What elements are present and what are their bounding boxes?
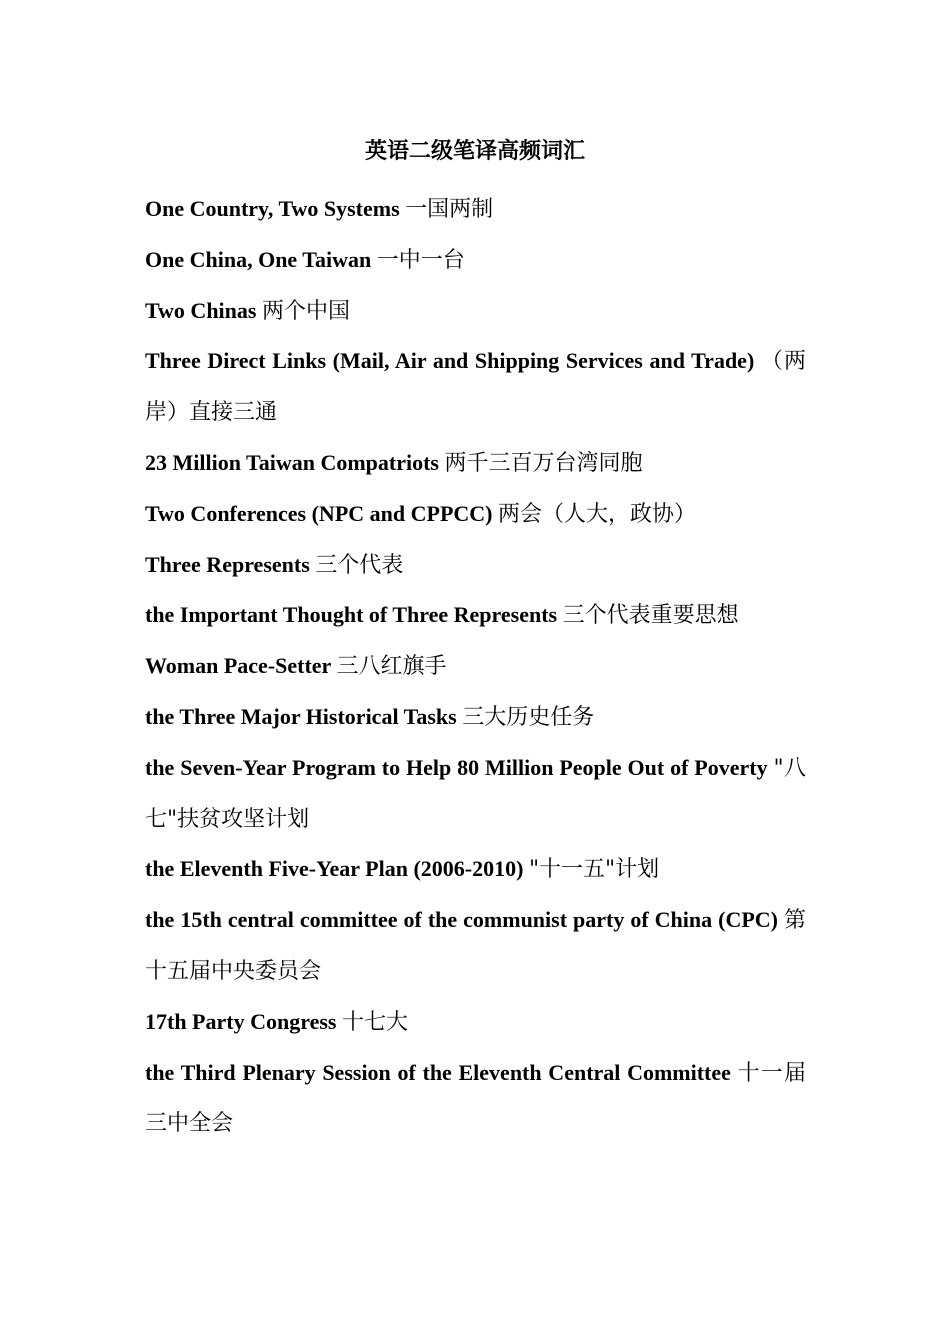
entry-english: One China, One Taiwan bbox=[145, 246, 372, 272]
entry-chinese: 一中一台 bbox=[376, 247, 465, 273]
entry-english: Woman Pace-Setter bbox=[145, 653, 331, 679]
entry-english: the Third Plenary Session of the Eleventh Central Committee bbox=[145, 1059, 731, 1085]
entry-english: the Three Major Historical Tasks bbox=[145, 703, 457, 729]
document-title: 英语二级笔译高频词汇 bbox=[364, 138, 585, 164]
glossary-entry bbox=[145, 895, 806, 997]
entry-english: Two Chinas bbox=[145, 297, 257, 323]
entry-chinese: 两会（人大，政协） bbox=[497, 501, 696, 527]
glossary-entry bbox=[145, 641, 806, 692]
entry-english: the Seven-Year Program to Help 80 Million People Out of Poverty bbox=[145, 754, 768, 780]
glossary-entry bbox=[145, 286, 806, 337]
glossary-entry bbox=[145, 692, 806, 743]
entry-english: the Eleventh Five-Year Plan (2006-2010) bbox=[145, 856, 524, 882]
entry-english: 23 Million Taiwan Compatriots bbox=[145, 449, 439, 475]
entry-chinese: 十一届三中全会 bbox=[145, 1060, 806, 1137]
entry-english: Three Represents bbox=[145, 551, 310, 577]
entry-chinese: 三个代表重要思想 bbox=[562, 603, 739, 629]
entry-chinese: 一国两制 bbox=[405, 197, 494, 222]
entry-english: Three Direct Links (Mail, Air and Shipping Services and Trade) bbox=[145, 348, 755, 374]
glossary-entry bbox=[145, 438, 806, 489]
entry-english: One Country, Two Systems bbox=[145, 196, 400, 221]
glossary-entry bbox=[145, 1048, 806, 1150]
glossary-entry bbox=[145, 184, 806, 235]
glossary-entry bbox=[145, 997, 806, 1048]
entry-english: the Important Thought of Three Represents bbox=[145, 602, 558, 628]
glossary-entry bbox=[145, 540, 806, 591]
entry-english: the 15th central committee of the communist party of China (CPC) bbox=[145, 907, 778, 933]
glossary-list bbox=[145, 184, 806, 1149]
glossary-entry bbox=[145, 743, 806, 845]
entry-chinese: 三八红旗手 bbox=[336, 654, 447, 680]
entry-chinese: 两个中国 bbox=[261, 298, 350, 324]
glossary-entry bbox=[145, 235, 806, 286]
entry-chinese: 十七大 bbox=[341, 1009, 408, 1035]
glossary-entry bbox=[145, 489, 806, 540]
entry-english: Two Conferences (NPC and CPPCC) bbox=[145, 500, 493, 526]
entry-chinese: 两千三百万台湾同胞 bbox=[444, 450, 643, 476]
entry-chinese: "八七"扶贫攻坚计划 bbox=[145, 755, 806, 832]
entry-chinese: 第十五届中央委员会 bbox=[145, 908, 806, 984]
entry-chinese: "十一五"计划 bbox=[528, 857, 660, 883]
entry-english: 17th Party Congress bbox=[145, 1008, 337, 1034]
entry-chinese: 三个代表 bbox=[315, 552, 404, 578]
glossary-entry bbox=[145, 590, 806, 641]
glossary-entry bbox=[145, 336, 806, 438]
entry-chinese: 三大历史任务 bbox=[462, 704, 595, 730]
glossary-entry bbox=[145, 844, 806, 895]
entry-chinese: （两岸）直接三通 bbox=[145, 349, 806, 426]
